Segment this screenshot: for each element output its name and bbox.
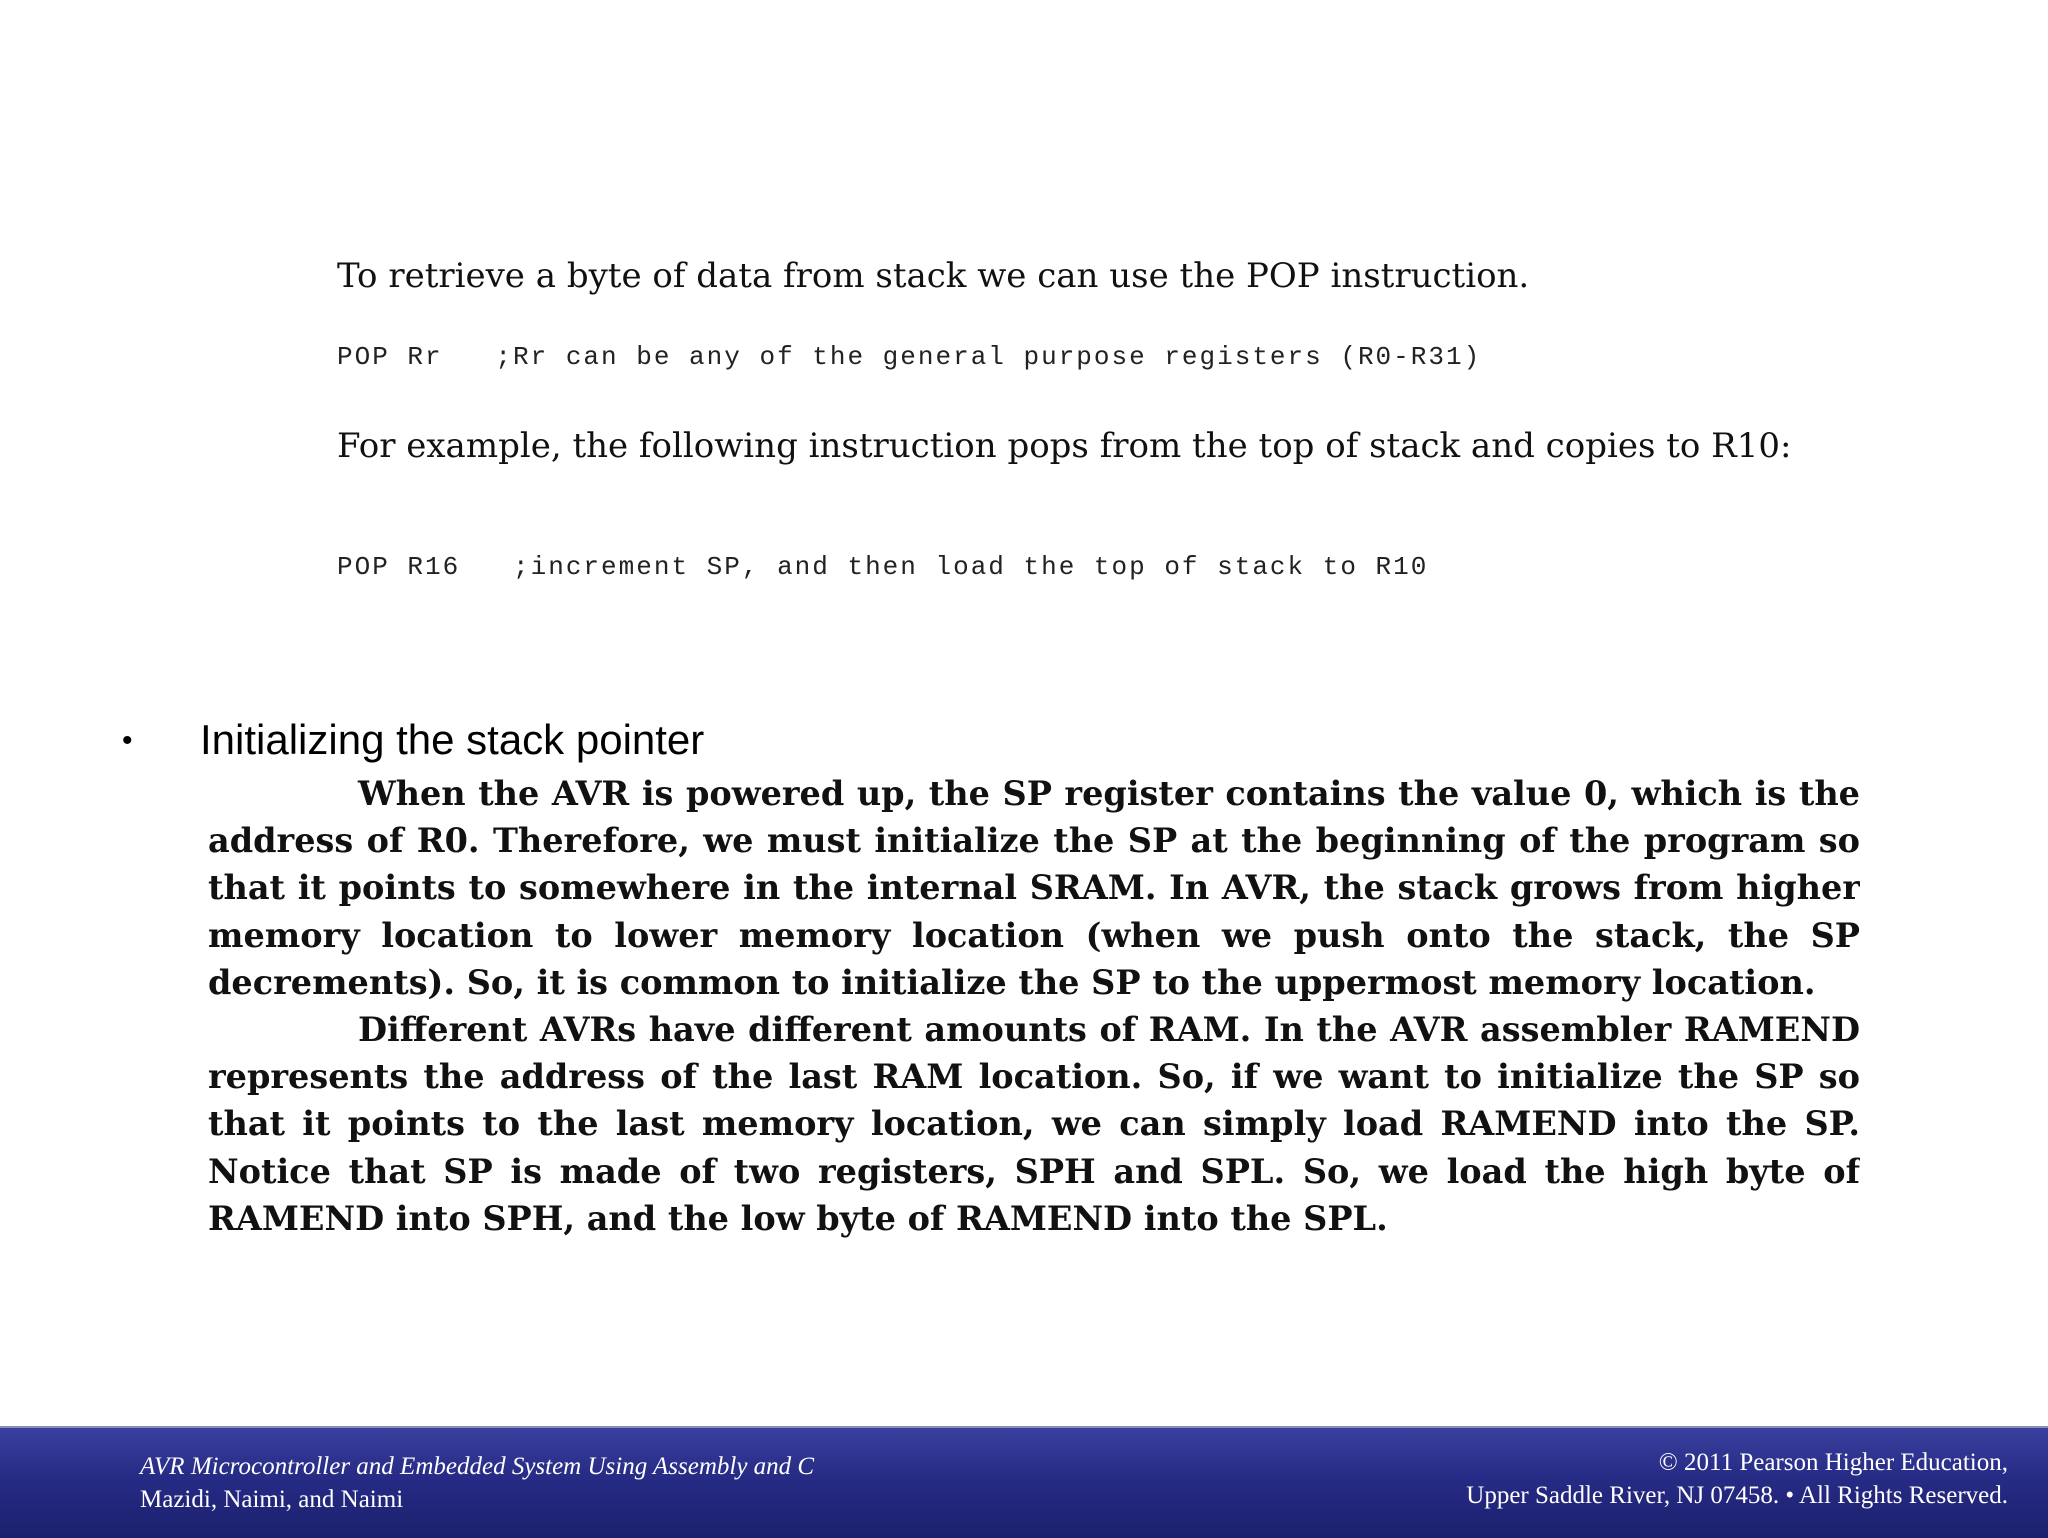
pop-syntax-code: POP Rr ;Rr can be any of the general purpose registers (R0-R31) <box>337 342 1482 372</box>
stack-init-para-1: When the AVR is powered up, the SP register contains the value 0, which is the address of R0. Therefore, we must initialize the SP at the beginning of the program so that it points to somewhere in the internal SRAM. In AVR, the stack grows from higher memory location to lower memory location (when we push onto the stack, the SP decrements). So, it is common to initialize the SP to the uppermost memory location. <box>208 774 1860 1002</box>
bullet-text: Initializing the stack pointer <box>200 716 705 763</box>
slide-footer <box>0 1426 2048 1538</box>
footer-copyright-line-1: © 2011 Pearson Higher Education, <box>1658 1449 2008 1476</box>
footer-authors: Mazidi, Naimi, and Naimi <box>140 1486 404 1513</box>
pop-example-code: POP R16 ;increment SP, and then load the top of stack to R10 <box>337 552 1429 582</box>
footer-book-title: AVR Microcontroller and Embedded System Using Assembly and C <box>140 1453 815 1480</box>
pop-example-text: For example, the following instruction pops from the top of stack and copies to R10: <box>337 426 1792 466</box>
footer-book-info <box>140 1450 814 1516</box>
pop-intro-text: To retrieve a byte of data from stack we can use the POP instruction. <box>337 256 1530 296</box>
bullet-icon: • <box>122 724 133 757</box>
bullet-item <box>122 716 704 764</box>
footer-copyright <box>1466 1446 2008 1512</box>
footer-copyright-line-2: Upper Saddle River, NJ 07458. • All Rights Reserved. <box>1466 1482 2008 1509</box>
stack-init-excerpt <box>208 770 1860 1330</box>
stack-init-para-2: Different AVRs have different amounts of RAM. In the AVR assembler RAMEND represents the address of the last RAM location. So, if we want to initialize the SP so that it points to the last memory location, we can simply load RAMEND into the SP. Notice that SP is made of two registers, SPH and SPL. So, we load the high byte of RAMEND into SPH, and the low byte of RAMEND into the SPL. <box>208 1010 1860 1238</box>
